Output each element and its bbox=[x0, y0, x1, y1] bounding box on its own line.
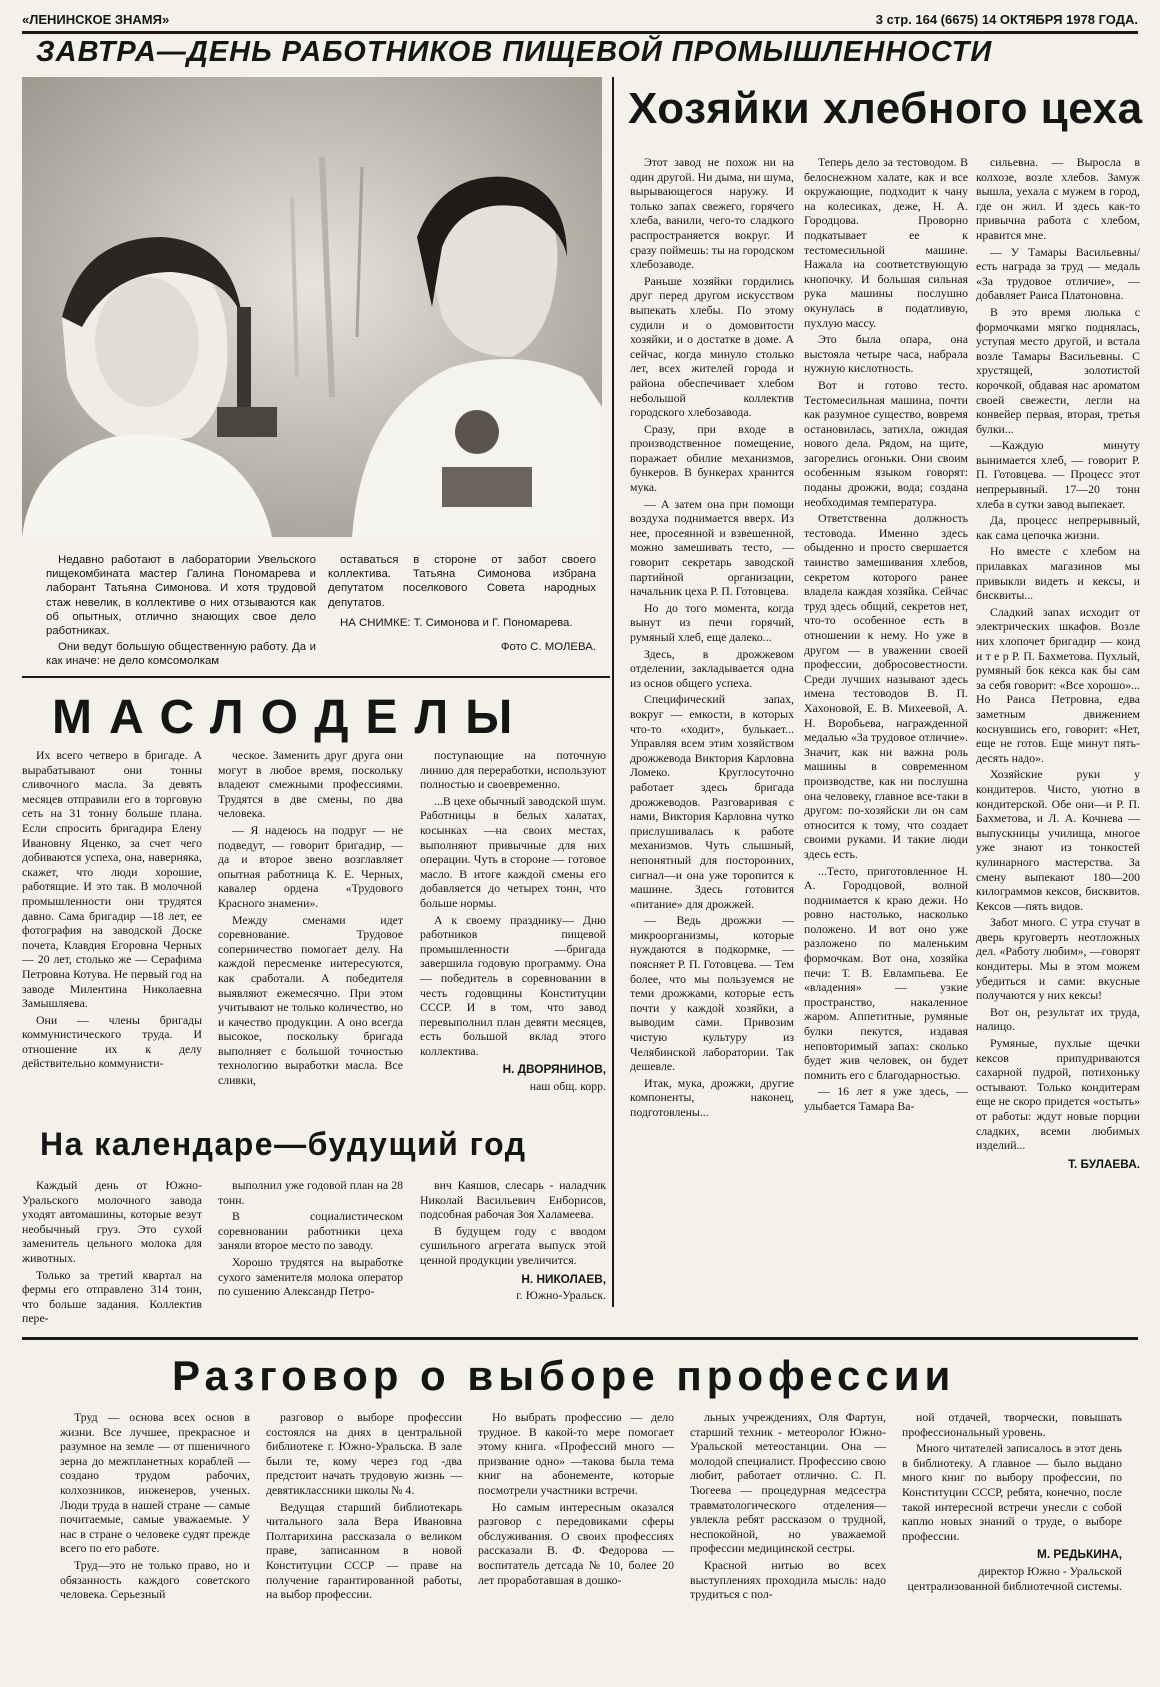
profession-col-4 bbox=[690, 1410, 886, 1675]
paragraph: Но вместе с хлебом на прилавках магазинов мы привыкли видеть и кексы, и бисквиты... bbox=[976, 544, 1140, 603]
paragraph: Специфический запах, вокруг — емкости, в которых что-то «ходит», булькает... Управляя всем этим хозяйством дрожжевода Виктория Карловна Ломеко. Круглосуточно работает здесь бригада дрожжеводов. Разговаривая с нами, Виктория Карловна чутко прислушивалась к работе механизмов. Чуть слышный, непонятный для посторонних, сигнал—и она уже торопится к машине. Здесь готовится «питание» для дрожжей. bbox=[630, 692, 794, 911]
paragraph: Между сменами идет соревнование. Трудовое соперничество помогает делу. На каждой пересменке интересуются, как сработали. А победителя выявляют ежемесячно. При этом учитывают не только количество, но и качество продукции. А оно всегда высокое, поскольку бригада выполняет с большой точностью технологию выработки масла. Все сливки, bbox=[218, 912, 403, 1088]
profession-col-2 bbox=[266, 1410, 462, 1675]
paragraph: Румяные, пухлые щечки кексов припудриваются сахарной пудрой, потихоньку остывают. Только кондитерам еще не скоро придется «остыть» от работы: ждут новые порции сладких, всеми любимых изделий... bbox=[976, 1036, 1140, 1153]
butter-signature-role: наш общ. корр. bbox=[529, 1079, 606, 1094]
profession-col-5 bbox=[902, 1410, 1122, 1675]
photo-caption-col-2 bbox=[328, 553, 596, 669]
calendar-signature-place: г. Южно-Уральск. bbox=[516, 1288, 606, 1303]
paragraph: Только за третий квартал на фермы его отправлено 314 тонн, что больше задания. Коллектив пере- bbox=[22, 1267, 202, 1326]
paragraph: выполнил уже годовой план на 28 тонн. bbox=[218, 1178, 403, 1207]
profession-headline: Разговор о выборе профессии bbox=[172, 1352, 956, 1399]
paragraph: Хорошо трудятся на выработке сухого заменителя молока оператор по сушению Александр Петро- bbox=[218, 1254, 403, 1299]
paragraph: — А затем она при помощи воздуха поднимается вверх. Из нее, просеянной и взвешенной, можно замешивать тесто, —говорит секретарь заводской партийной организации, начальник цеха Р. П. Готовцева. bbox=[630, 496, 794, 599]
profession-signature: М. РЕДЬКИНА, bbox=[1037, 1547, 1122, 1562]
butter-col-2 bbox=[218, 748, 403, 1118]
profession-signature-role: директор Южно - Уральской централизованной библиотечной системы. bbox=[907, 1563, 1122, 1593]
paragraph: Ответственна должность тестовода. Именно здесь обыденно и просто свершается таинство замешивания хлебов, секретом которого ранее владела каждая хозяйка. Сейчас труд здесь общий, секретов нет, что-то особенное есть в отношении к нему. Но уже в другом — в уважении своей профессии, добросовестности. Среди лучших называют здесь имена тестоводов В. П. Хахоновой, Е. В. Михеевой, А. Н. Воробьева, награжденной медалью «За трудовое отличие». Значит, как ни важна роль машины в современном производстве, как ни послушна она человеку, главное все-таки в другом: по-хозяйски ли он сам относится к тому, что создает своими руками. И такие люди здесь есть. bbox=[804, 511, 968, 861]
photo-illustration bbox=[22, 77, 602, 537]
butter-headline: МАСЛОДЕЛЫ bbox=[52, 691, 530, 744]
calendar-headline: На календаре—будущий год bbox=[40, 1126, 527, 1162]
bread-signature: Т. БУЛАЕВА. bbox=[1068, 1156, 1140, 1171]
paragraph: Красной нитью во всех выступлениях проходила мысль: надо трудиться с пол- bbox=[690, 1557, 886, 1602]
calendar-col-1 bbox=[22, 1178, 202, 1326]
paragraph: Сладкий запах исходит от электрических шкафов. Возле них хлопочет бригадир — конд и т е р Р. П. Бахметова. Пухлый, румяный бок кекса как бы сам за себя говорит: «Все хорошо»... Но Раиса Петровна, едва заметным движением коснувшись его, говорит: «Нет, еще не готов. Еще минут пять-десять надо». bbox=[976, 604, 1140, 765]
paragraph: Каждый день от Южно-Уральского молочного завода уходят автомашины, которые везут необычный груз. Это сухой заменитель цельного молока для животных. bbox=[22, 1178, 202, 1265]
paragraph: — 16 лет я уже здесь, — улыбается Тамара Ва- bbox=[804, 1084, 968, 1113]
newspaper-name: «ЛЕНИНСКОЕ ЗНАМЯ» bbox=[22, 12, 170, 27]
paragraph: вич Каяшов, слесарь - наладчик Николай Васильевич Енборисов, подсобная рабочая Зоя Халамеева. bbox=[420, 1178, 606, 1222]
paragraph: ...В цехе обычный заводской шум. Работницы в белых халатах, косынках —на своих местах, выполняют привычные для них операции. Чуть в стороне — готовое масло. В итоге каждой смены его добавляется до четырех тонн, что больше нормы. bbox=[420, 793, 606, 910]
banner-headline: ЗАВТРА—ДЕНЬ РАБОТНИКОВ ПИЩЕВОЙ ПРОМЫШЛЕННОСТИ bbox=[36, 36, 993, 68]
masthead bbox=[22, 12, 1138, 30]
profession-col-1 bbox=[60, 1410, 250, 1675]
paragraph: Сразу, при входе в производственное помещение, поражает обилие механизмов, бункеров. В бункерах хранится мука. bbox=[630, 421, 794, 495]
paragraph: Много читателей записалось в этот день в библиотеку. А главное — было выдано много книг по выбору профессии, по Конституции СССР, ребята, конечно, после такой интересной встречи унесли с собой каплю новых знаний о труде, о выборе профессии. bbox=[902, 1441, 1122, 1543]
bread-col-3 bbox=[976, 155, 1140, 1310]
paragraph: — Ведь дрожжи — микроорганизмы, которые нуждаются в подкормке, — поясняет Р. П. Готовцева. — Тем более, что мы пользуемся не теми дрожжами, которые есть почти у каждой хозяйки, а выводим сами. Привозим чистую культуру из Челябинской лаборатории. Так дешевле. bbox=[630, 913, 794, 1074]
butter-col-3 bbox=[420, 748, 606, 1118]
paragraph: Этот завод не похож ни на один другой. Ни дыма, ни шума, вырывающегося наружу. И только запах свежего, горячего хлеба, ванили, чего-то сладкого распространяется вокруг. И сразу поймешь: ты на городском хлебозаводе. bbox=[630, 155, 794, 272]
paragraph: Труд — основа всех основ в жизни. Все лучшее, прекрасное и разумное на земле — от пшеничного зерна до межпланетных кораблей — создано трудом рабочих, колхозников, инженеров, ученых. Люди труда в нашей стране — самые почитаемые, самые уважаемые. У нас в стране о человеке судят прежде всего по его работе. bbox=[60, 1410, 250, 1556]
paragraph: Забот много. С утра стучат в дверь круговерть неотложных дел. «Работу любим», —говорят кондитеры. Мы в этом можем убедиться и сами: вкусные получаются у них кексы! bbox=[976, 915, 1140, 1003]
bread-col-1 bbox=[630, 155, 794, 1310]
paragraph: Теперь дело за тестоводом. В белоснежном халате, как и все окружающие, подходит к чану на колесиках, деже, Н. А. Городцова. Проворно подкатывает ее к тестомесильной машине. Нажала на соответствующую кнопочку. И большая сильная рука машины послушно окунулась в податливую, пухлую массу. bbox=[804, 155, 968, 330]
paragraph: — У Тамары Васильевны/есть награда за труд — медаль «За трудовое отличие», — добавляет Раиса Платоновна. bbox=[976, 244, 1140, 303]
butter-col-1 bbox=[22, 748, 202, 1118]
bread-headline: Хозяйки хлебного цеха bbox=[628, 84, 1143, 133]
photo-caption-col-1 bbox=[46, 553, 316, 668]
profession-col-3 bbox=[478, 1410, 674, 1675]
issue-info: 3 стр. 164 (6675) 14 ОКТЯБРЯ 1978 ГОДА. bbox=[875, 12, 1138, 27]
calendar-col-3 bbox=[420, 1178, 606, 1323]
paragraph: Труд—это не только право, но и обязанность каждого советского человека. Серьезный bbox=[60, 1557, 250, 1602]
paragraph: льных учреждениях, Оля Фартун, старший техник - метеоролог Южно-Уральской метеостанции. Она — молодой специалист. Профессию свою любит, работает отлично. С. П. Тюгеева — процедурная медсестра травматологического отделения—увлекла ребят рассказом о трудной, неспокойной, но уважаемой профессии медицинской сестры. bbox=[690, 1410, 886, 1556]
section-divider bbox=[22, 676, 610, 678]
paragraph: ...Тесто, приготовленное Н. А. Городцовой, волной поднимается к краю дежи. Но ровно настолько, насколько положено. И вот оно уже разложено по маленьким формочкам. Вот она, хозяйка печи: Т. В. Евлампьева. Ее «владения» — узкие пространство, накаленное жаром. Аппетитные, румяные булки пекутся, издавая неповторимый запах: сколько будет жив человек, он будет помнить его с благодарностью. bbox=[804, 863, 968, 1082]
paragraph: —Каждую минуту вынимается хлеб, — говорит Р. П. Готовцева. — Процесс этот непрерывный. 17—20 тонн хлеба в сутки завод выпекает. bbox=[976, 438, 1140, 511]
masthead-rule bbox=[22, 31, 1138, 34]
paragraph: — Я надеюсь на подруг — не подведут, — говорит бригадир, — да и второе звено возглавляет опытная работница К. Е. Черных, кавалер ордена «Трудового Красного знамени». bbox=[218, 822, 403, 910]
paragraph: Они — члены бригады коммунистического труда. И отношение их к делу действительно коммунисти- bbox=[22, 1012, 202, 1071]
photo-note: НА СНИМКЕ: Т. Симонова и Г. Пономарева. bbox=[340, 616, 573, 629]
column-divider bbox=[612, 77, 614, 1307]
section-divider bbox=[22, 1337, 1138, 1340]
paragraph: разговор о выборе профессии состоялся на днях в центральной библиотеке г. Южно-Уральска. В зале были те, кому через год -два предстоит начать трудовую жизнь — девятиклассники школы № 4. bbox=[266, 1410, 462, 1497]
paragraph: Вот он, результат их труда, налицо. bbox=[976, 1004, 1140, 1034]
calendar-col-2 bbox=[218, 1178, 403, 1323]
paragraph: Но самым интересным оказался разговор с передовиками сферы обслуживания. О своих профессиях рассказали В. Ф. Федорова — воспитатель детсада № 10, более 20 лет проработавшая в дошко- bbox=[478, 1499, 674, 1587]
paragraph: Хозяйские руки у кондитеров. Чисто, уютно в кондитерской. Обе они—и Р. П. Бахметова, и Л. А. Кочнева — выпускницы училища, многое уже знают из тонкостей кулинарного мастерства. За смену выпекают 180—200 килограммов кексов, бисквитов. Кексов —пять видов. bbox=[976, 767, 1140, 913]
paragraph: сильевна. — Выросла в колхозе, возле хлебов. Замуж вышла, уехала с мужем в город, где он жил. И здесь как-то привычна работа с хлебом, нравится мне. bbox=[976, 155, 1140, 242]
paragraph: ческое. Заменить друг друга они могут в любое время, поскольку владеют смежными профессиями. Трудятся в две смены, по два человека. bbox=[218, 748, 403, 821]
paragraph: поступающие на поточную линию для переработки, используют полностью и своевременно. bbox=[420, 748, 606, 792]
butter-signature: Н. ДВОРЯНИНОВ, bbox=[502, 1062, 606, 1077]
caption-paragraph: Они ведут большую общественную работу. Да и как иначе: не дело комсомолкам bbox=[46, 641, 316, 668]
lab-photo bbox=[22, 77, 602, 537]
paragraph: ной отдачей, творчески, повышать профессиональный уровень. bbox=[902, 1410, 1122, 1439]
photo-credit: Фото С. МОЛЕВА. bbox=[500, 641, 596, 654]
calendar-signature: Н. НИКОЛАЕВ, bbox=[521, 1271, 606, 1286]
paragraph: В будущем году с вводом сушильного агрегата выпуск этой ценной продукции увеличится. bbox=[420, 1223, 606, 1267]
caption-paragraph: оставаться в стороне от забот своего коллектива. Татьяна Симонова избрана депутатом поселкового Совета народных депутатов. bbox=[328, 554, 596, 609]
paragraph: В это время люлька с формочками мягко поднялась, уступая место другой, и встала возле Тамары Васильевны. С хрустящей, золотистой корочкой, обдавая нас ароматом своей свежести, легли на конвейер первая, вторая, третья булки... bbox=[976, 304, 1140, 436]
paragraph: В социалистическом соревновании работники цеха заняли второе место по заводу. bbox=[218, 1209, 403, 1253]
paragraph: Здесь, в дрожжевом отделении, закладывается одна из основ общего успеха. bbox=[630, 646, 794, 690]
bread-col-2 bbox=[804, 155, 968, 1310]
paragraph: А к своему празднику— Дню работников пищевой промышленности —бригада завершила годовую программу. Она — победитель в соревновании в честь годовщины Конституции СССР. И в том, что завод перевыполнил план девяти месяцев, есть большой вклад этого коллектива. bbox=[420, 912, 606, 1058]
paragraph: Их всего четверо в бригаде. А вырабатывают они тонны сливочного масла. За девять месяцев отправили его в торговую сеть на 31 тонну больше плана. Если спросить бригадира Елену Ивановну Яценко, за счет чего добиваются успеха, она, наверняка, скажет, что люди хорошие, работящие. И это так. В молочной промышленности они трудятся давно. Сама бригадир —18 лет, ее фотография на заводской Доске почета, Клавдия Егоровна Черных— 20 лет, столько же — Серафима Петровна Котува. Не первый год на заводе Милентина Николаевна Замышляева. bbox=[22, 748, 202, 1011]
paragraph: Да, процесс непрерывный, как сама цепочка жизни. bbox=[976, 513, 1140, 542]
paragraph: Раньше хозяйки гордились друг перед другом искусством выпекать хлебы. По этому судили и о домовитости хозяйки, и о достатке в доме. А сейчас, когда минуло столько лет, всех жителей города и района обеспечивает хлебом небольшой коллектив городского хлебозавода. bbox=[630, 273, 794, 420]
paragraph: Но до того момента, когда вынут из печи горячий, румяный хлеб, еще далеко... bbox=[630, 600, 794, 644]
paragraph: Вот и готово тесто. Тестомесильная машина, почти как разумное существо, вовремя остановилась, затихла, ожидая нового дела. Рядом, на щите, загорелись огоньки. Они своим особенным языком говорят: поданы дрожжи, вода; создана необходимая температура. bbox=[804, 377, 968, 509]
caption-paragraph: Недавно работают в лаборатории Увельского пищекомбината мастер Галина Пономарева и лаборант Татьяна Симонова. И хотя трудовой стаж невелик, в коллективе о них отзываются как об опытных, отлично знающих свое дело работниках. bbox=[46, 554, 316, 638]
paragraph: Итак, мука, дрожжи, другие компоненты, наконец, подготовлены... bbox=[630, 1075, 794, 1119]
paragraph: Но выбрать профессию — дело трудное. В какой-то мере помогает этому книга. «Профессий много — призвание одно» —такова была тема книг на абонементе, которые посмотрели участники встречи. bbox=[478, 1410, 674, 1497]
paragraph: Ведущая старший библиотекарь читального зала Вера Ивановна Полтарихина рассказала о великом праве, записанном в новой Конституции СССР — праве на получение гарантированной работы, на выбор профессии. bbox=[266, 1499, 462, 1602]
paragraph: Это была опара, она выстояла четыре часа, набрала нужную кислотность. bbox=[804, 332, 968, 376]
